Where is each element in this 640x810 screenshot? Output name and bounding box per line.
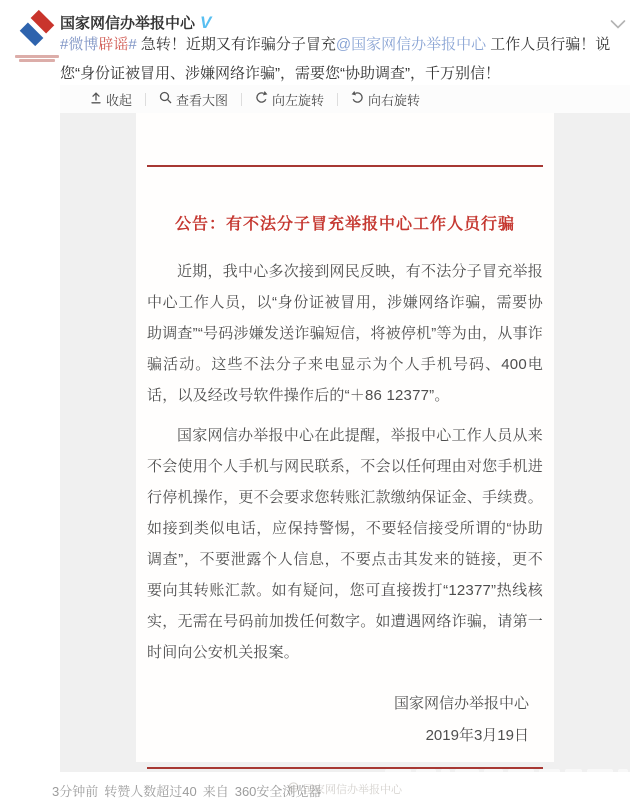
screenshot-watermark (385, 769, 628, 784)
toolbar-divider (241, 93, 242, 106)
verified-badge-icon: V (200, 13, 212, 32)
rotate-right-icon (351, 91, 364, 107)
collapse-button[interactable] (90, 90, 132, 109)
document-paragraph: 国家网信办举报中心在此提醒，举报中心工作人员从来不会使用个人手机与网民联系，不会以任何理由对您手机进行停机操作，更不会要求您转账汇款缴纳保证金、手续费。如接到类似电话，应保持警惕，不要轻信接受所谓的“协助调查”，不要泄露个人信息，不要点击其发来的链接，更不要向其转账汇款。如有疑问，您可直接拨打“12377”热线核实，无需在号码前加拨任何数字。如遭遇网络诈骗，请第一时间向公安机关报案。 (147, 427, 543, 661)
rotate-left-icon (255, 91, 268, 107)
magnifier-icon (159, 91, 172, 107)
watermark-text: 国家网信办举报中心 (303, 784, 402, 796)
toolbar-divider (145, 93, 146, 106)
document-paragraph: 近期，我中心多次接到网民反映，有不法分子冒充举报中心工作人员，以“身份证被冒用，涉嫌网络诈骗，需要协助调查”“号码涉嫌发送诈骗短信，将被停机”等为由，从事诈骗活动。这些不法分子来电显示为个人手机号码、400电话，以及经改号软件操作后的“＋86 12377”。 (147, 263, 543, 404)
collapse-label: 收起 (106, 92, 133, 108)
org-logo-icon (15, 35, 59, 52)
post-timestamp[interactable]: 3分钟前 (52, 784, 99, 799)
document-body (147, 256, 543, 668)
document-signature: 国家网信办举报中心 (393, 695, 529, 712)
view-large-button[interactable] (159, 90, 228, 109)
rotate-left-label: 向左旋转 (272, 92, 325, 108)
source-label: 来自 (202, 784, 229, 799)
post-meta-footer (52, 781, 321, 800)
collapse-icon (90, 92, 102, 107)
source-link[interactable]: 360安全浏览器 (234, 784, 322, 799)
account-name[interactable]: 国家网信办举报中心 (60, 15, 196, 32)
document-top-rule (147, 165, 543, 167)
post-text-segment: 工作人员行骗！说您“身份证被冒用、涉嫌网络诈骗”，需要您“协助调查”，千万别信！ (60, 36, 611, 82)
hashtag-link[interactable]: #微博 (60, 36, 99, 53)
image-toolbar (60, 85, 630, 113)
hashtag-keyword[interactable]: 辟谣 (98, 36, 129, 53)
rotate-left-button[interactable] (255, 90, 324, 109)
rotate-right-button[interactable] (351, 90, 420, 109)
document-title: 公告：有不法分子冒充举报中心工作人员行骗 (174, 216, 515, 233)
org-logo-caption-line (19, 59, 55, 62)
post-text (60, 30, 614, 88)
org-logo-caption-line (15, 55, 59, 58)
account-avatar[interactable] (14, 8, 60, 60)
post-text-segment: 急转！近期又有诈骗分子冒充 (136, 36, 336, 53)
toolbar-divider (337, 93, 338, 106)
hashtag-link-tail[interactable]: # (128, 36, 137, 53)
rotate-right-label: 向右旋转 (368, 92, 421, 108)
view-large-label: 查看大图 (176, 92, 229, 108)
repost-like-count: 转赞人数超过40 (104, 784, 197, 799)
document-date: 2019年3月19日 (425, 727, 529, 744)
mention-link[interactable]: @国家网信办举报中心 (335, 36, 487, 53)
